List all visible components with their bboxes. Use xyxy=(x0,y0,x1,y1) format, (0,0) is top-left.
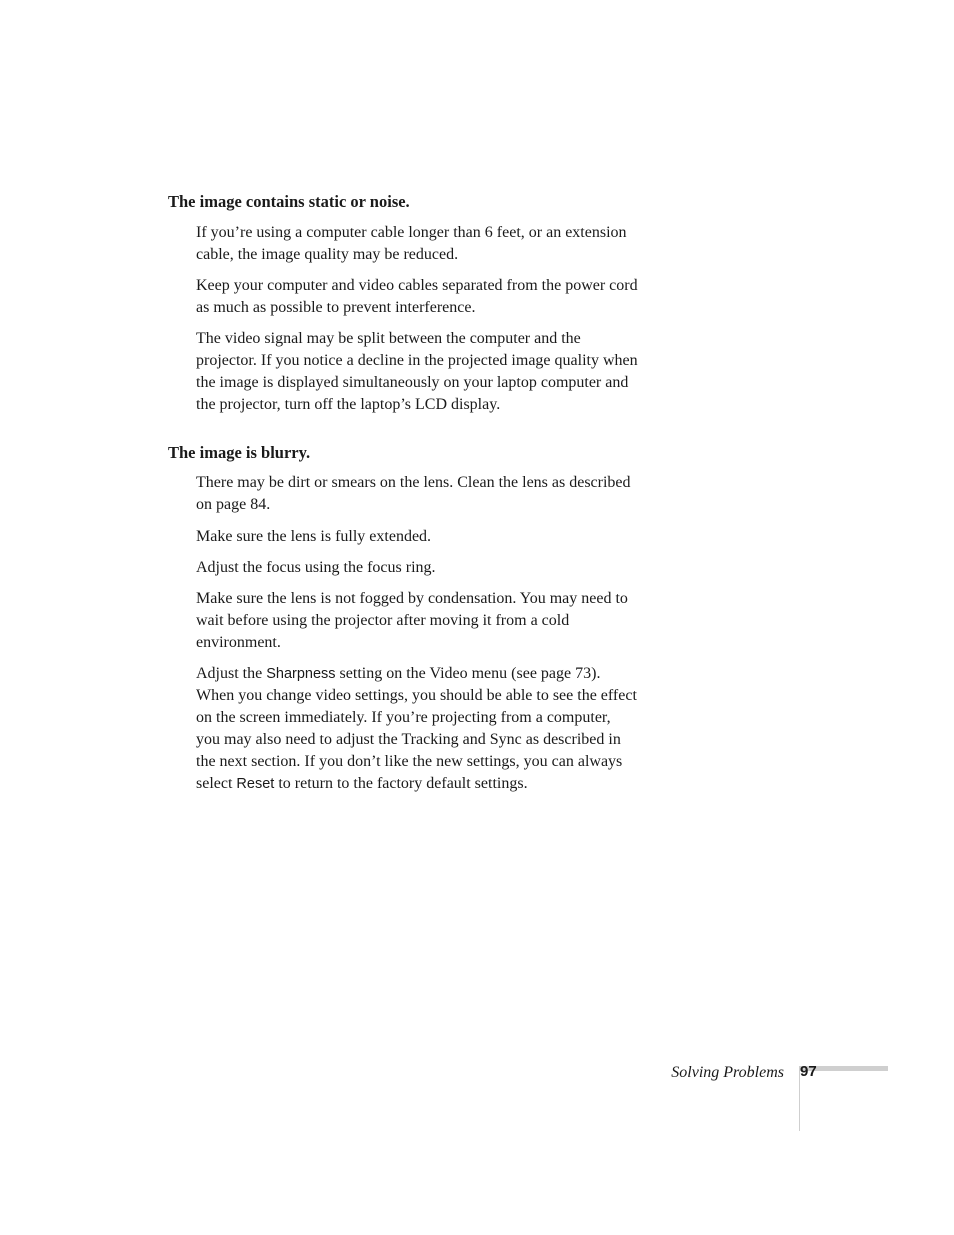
text: Adjust the xyxy=(196,665,267,682)
paragraph: Adjust the focus using the focus ring. xyxy=(196,559,436,576)
paragraph: If you’re using a computer cable longer than 6 feet, or an extension cable, the image quality may be reduced. xyxy=(196,224,627,263)
paragraph: Make sure the lens is not fogged by condensation. You may need to wait before using the projector after moving it from a cold environment. xyxy=(196,590,628,651)
menu-setting-reset: Reset xyxy=(236,776,275,792)
section-heading: The image is blurry. xyxy=(168,443,311,462)
menu-setting-sharpness: Sharpness xyxy=(266,666,336,682)
section-static-noise xyxy=(168,191,638,416)
paragraph: Make sure the lens is fully extended. xyxy=(196,528,432,545)
page-number: 97 xyxy=(800,1063,817,1080)
text: to return to the factory default settings. xyxy=(274,775,528,792)
paragraph: The video signal may be split between the computer and the projector. If you notice a decline in the projected image quality when the image is displayed simultaneously on your laptop computer and the projector, turn off the laptop’s LCD display. xyxy=(196,330,638,413)
section-heading: The image contains static or noise. xyxy=(168,192,410,211)
paragraph-sharpness xyxy=(196,663,638,795)
paragraph: Keep your computer and video cables separated from the power cord as much as possible to prevent interference. xyxy=(196,277,638,316)
text: setting on the Video menu (see page 73). When you change video settings, you should be able to see the effect on the screen immediately. If you’re projecting from a computer, you may also need to adjust the Tracking and Sync as described in the next section. If you don’t like the new settings, you can always select xyxy=(196,665,637,792)
footer-section-title: Solving Problems xyxy=(671,1064,784,1081)
section-blurry xyxy=(168,442,638,795)
paragraph: There may be dirt or smears on the lens. Clean the lens as described on page 84. xyxy=(196,474,631,513)
